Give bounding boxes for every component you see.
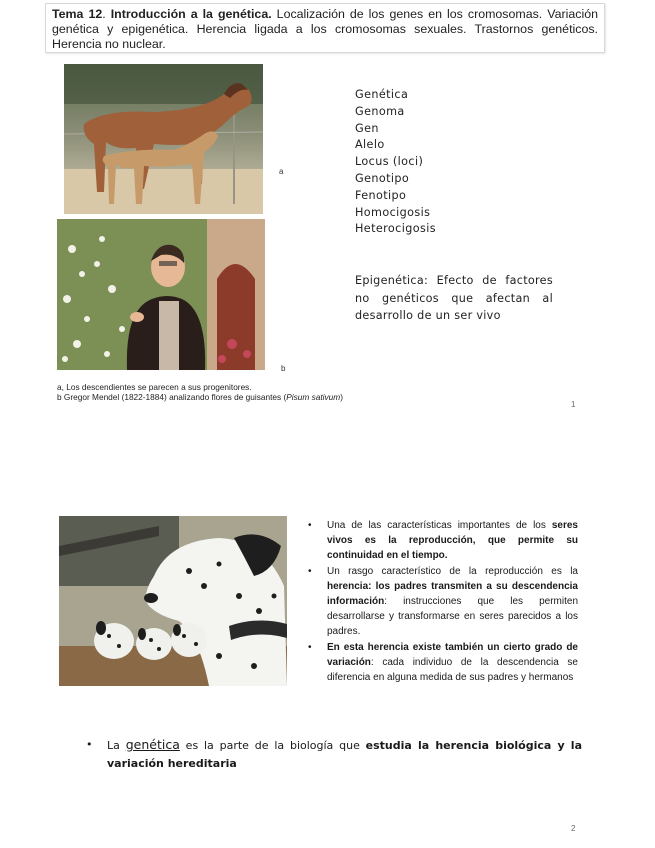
caption-line-b: b Gregor Mendel (1822-1884) analizando flores de guisantes (Pisum sativum): [57, 392, 343, 402]
caption-species: Pisum sativum: [286, 392, 341, 402]
bullet-herencia: • Un rasgo característico de la reproducción es la herencia: los padres transmiten a su descendencia información: instrucciones que les permiten desarrollarse y transformarse en seres parecidos a los padres.: [308, 565, 578, 638]
bullet-icon: •: [86, 738, 93, 751]
term-homocigosis: Homocigosis: [355, 205, 431, 219]
image-label-b: b: [281, 364, 286, 373]
genetica-definition-bullet: • La genética es la parte de la biología que estudia la herencia biológica y la variación hereditaria: [86, 737, 582, 770]
reproduction-bullets: [306, 518, 578, 685]
dalmatians-photo: [59, 516, 287, 686]
document-header: [45, 3, 605, 53]
figure-caption: [57, 382, 343, 402]
tema-number: Tema 12: [52, 7, 103, 21]
caption-line-a: a, Los descendientes se parecen a sus progenitores.: [57, 382, 252, 392]
term-gen: Gen: [355, 121, 379, 135]
term-fenotipo: Fenotipo: [355, 188, 407, 202]
epigenetica-definition: Epigenética: Efecto de factores no genéticos que afectan al desarrollo de un ser vivo: [355, 274, 553, 322]
horses-photo: [64, 64, 263, 214]
genetica-word: genética: [125, 737, 180, 752]
header-title: Introducción a la genética.: [110, 7, 272, 21]
term-genoma: Genoma: [355, 104, 405, 118]
header-separator: .: [102, 7, 111, 21]
term-locus: Locus (loci): [355, 155, 424, 169]
bullet-reproduction: • Una de las características importantes de los seres vivos es la reproducción, que permite su continuidad en el tiempo.: [308, 520, 578, 562]
bullet-icon: •: [308, 520, 312, 531]
mendel-painting: [57, 219, 265, 370]
header-subtitle: Localización de los genes en los cromosomas. Variación genética y epigenética. Herencia ligada a los cromosomas sexuales. Trastornos genéticos. Herencia no nuclear.: [52, 7, 598, 51]
image-label-a: a: [279, 167, 284, 176]
term-genetica: Genética: [355, 88, 409, 101]
term-alelo: Alelo: [355, 138, 385, 152]
term-genotipo: Genotipo: [355, 171, 410, 185]
term-heterocigosis: Heterocigosis: [355, 222, 436, 236]
genetics-terms-list: [355, 87, 436, 238]
bullet-icon: •: [308, 565, 312, 577]
bullet-icon: •: [308, 641, 312, 653]
bullet-variacion: • En esta herencia existe también un cierto grado de variación: cada individuo de la descendencia se diferencia en alguna medida de sus padres y hermanos: [308, 641, 578, 684]
page-number-2: 2: [571, 824, 576, 833]
page-number-1: 1: [571, 400, 576, 409]
